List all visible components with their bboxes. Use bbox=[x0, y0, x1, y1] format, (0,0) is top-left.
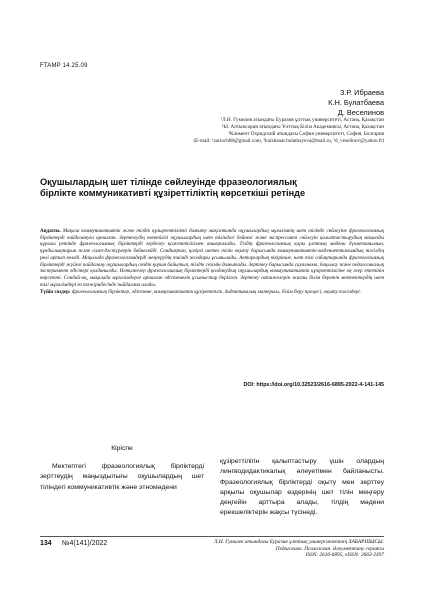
abstract-text: Мақала коммуникативтік және тілдік құзыреттілікті дамыту мақсатында оқушылардың мұғалімнің шет тілінде сөйлеуіне фразеологиялық бірліктерді пайдалануға арналған. Зерттеудің өзектілігі оқушылардың шет тіліндегі бейнелі және экспрессивті сөйлеуін қалыптастырудың маңызды құралы ретінде фразеологиялық бірліктерді зерделеу қажеттілігімен анықталады. Тілдің фразеологиялық қоры ұлттың мәдени дүниетанымын, құндылықтарын және салт-дәстүрлерін бейнелейді. Сондықтан, қазіргі шетел тілін оқыту барысында коммуникативтік-мәдениеттанымдық тәсілдің рөлі артып келеді. Мақалада фразеологизмдерді меңгерудің тиімді жолдары ұсынылады. Авторлардың пікірінше, шет тілі сабақтарында фразеологиялық бірліктерді жүйелі пайдалану оқушылардың сөздік қорын байытып, тілдік сезімін дамытады. Зерттеу барысында сауалнама, бақылау және педагогикалық эксперимент әдістері қолданылды. Нәтижелер фразеологиялық бірліктерді қолданудың оқушылардың коммуникативтік құзіреттілігіне оң әсер ететінін көрсетті. Сондай-ақ, мақалада мұғалімдерге арналған әдістемелік ұсыныстар берілген. Зерттеу нәтижелерін жалпы білім беретін мектептердің шет тілі мұғалімдері өз тәжірибесінде пайдалана алады. bbox=[40, 228, 384, 288]
section-heading-introduction: Кіріспе bbox=[111, 445, 133, 452]
affiliation-emails: (E-mail: ¹zarioch88@gmail.com, ²kulshanat.bulatbayeva@mail.ru, ³d_veselinov@yahoo.fr) bbox=[193, 138, 384, 144]
keywords-label: Түйін сөздер: bbox=[40, 289, 71, 296]
author-name: К.Н. Булатбаева bbox=[328, 98, 384, 107]
journal-info bbox=[214, 539, 384, 559]
journal-title: Л.Н. Гумилев атындағы Еуразия ұлттық университетінің ХАБАРШЫСЫ. bbox=[213, 539, 384, 545]
intro-paragraph-continued: құзіреттілігін қалыптастыру үшін олардың лингводидактикалық әлеуетімен байланысты. Фразеологиялық бірліктерді оқыту мен зерттеу арқылы оқушылар өздерінің шет тілін меңгеру деңгейін арттыра алады, тілдің мәдени ерекшеліктерін жақсы түсінеді. bbox=[220, 458, 384, 517]
journal-series: Педагогика. Психология. Әлеуметтану сериясы bbox=[275, 545, 384, 552]
keywords-text: фразеологиялық бірліктер, әдістеме, коммуникативтік құзіреттілік, дидактикалық материал, білім беру процесі, оқыту тәсілдері. bbox=[71, 289, 361, 296]
page-number: 134 bbox=[40, 540, 52, 547]
footer-divider bbox=[40, 536, 384, 537]
author-name: Д. Веселинов bbox=[337, 108, 384, 117]
journal-issn: ISSN: 2616-6895, eISSN: 2663-2497 bbox=[305, 552, 384, 559]
author-list bbox=[328, 88, 384, 118]
keywords-line bbox=[40, 289, 384, 296]
right-column bbox=[220, 457, 384, 519]
affiliation-line: ¹Л.Н. Гумилев атындағы Еуразия ұлттық университеті, Астана, Қазақстан bbox=[220, 117, 384, 123]
abstract-block bbox=[40, 228, 384, 296]
grstnti-code: FTAMP 14.25.09 bbox=[40, 63, 88, 69]
left-column bbox=[40, 445, 204, 493]
doi-link[interactable]: DOI: https://doi.org/10.32523/2616-6895-2022-4-141-145 bbox=[243, 382, 384, 388]
affiliation-line: ²Ы. Алтынсарин атындағы Ұлттық Білім Академиясы, Астана, Қазақстан bbox=[221, 124, 384, 130]
affiliation-line: ³Климент Охридский атындағы София университеті, София, Болгария bbox=[228, 131, 384, 137]
issue-number: №4(141)/2022 bbox=[62, 540, 108, 547]
article-title: Оқушылардың шет тілінде сөйлеуінде фразеологиялық бірлікте коммуникативті құзіреттіліктің көрсеткіші ретінде bbox=[40, 177, 306, 198]
author-name: З.Р. Ибраева bbox=[340, 88, 384, 97]
affiliations bbox=[54, 117, 384, 145]
abstract-label: Аңдатпа. bbox=[40, 228, 61, 234]
intro-paragraph: Мектептегі фразеологиялық бірліктерді зерттеудің маңыздылығы оқушылардың шет тіліндегі коммуникативтік және этномәдени bbox=[40, 463, 204, 491]
